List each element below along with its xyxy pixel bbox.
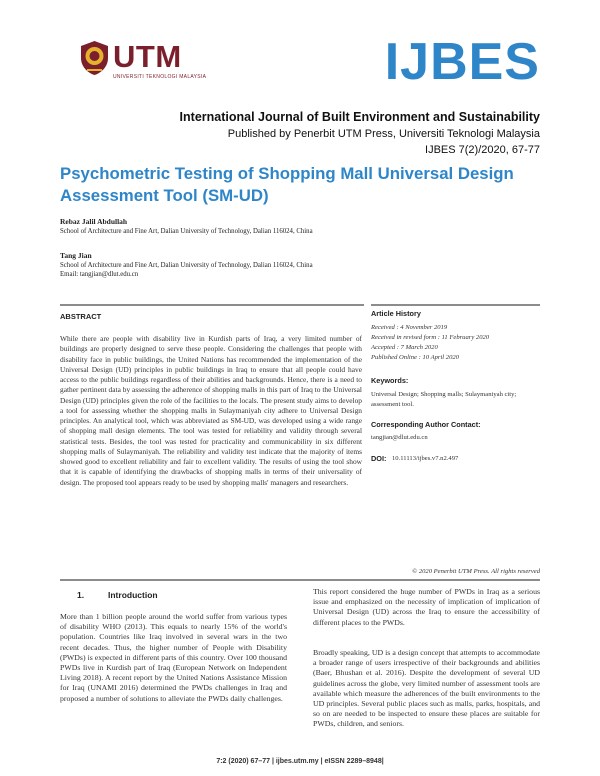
section-divider: [60, 579, 540, 581]
issue-line: IJBES 7(2)/2020, 67-77: [425, 144, 540, 156]
corresponding-email[interactable]: tangjian@dlut.edu.cn: [371, 434, 428, 441]
intro-left-paragraph: More than 1 billion people around the world suffer from various types of disability WHO (2013). This equals to nearly 15% of the world's population. Countries like Iraq involved in several wars in the two recent decades. Thus, the higher number of People with Disability (PWDs) is expected in different parts of this country. Over 100 thousand PWDs live in Kurdish part of Iraq (European Network on Independent Living 2018). A recent report by the United Nations Assistance Mission for Iraq (UNAMI 2016) determined the PWDs challenges in Iraq and proposed a number of solutions to alleviate the PWDs daily challenges.: [60, 612, 287, 703]
intro-right-paragraph: Broadly speaking, UD is a design concept that attempts to accommodate a broader range of users irrespective of their backgrounds and abilities (Baer, Bhushan et al. 2016). Despite the development of several UD guidelines across the globe, very limited number of assessment tools are available which measure the adherences of the built environments to the UD principles. Several public places such as malls, parks, hospitals, and so on are needed to be inspected to ensure these places are suitable for PWDs, children, and seniors.: [313, 648, 540, 729]
corresponding-heading: Corresponding Author Contact:: [371, 420, 481, 429]
abstract-text: While there are people with disability live in Kurdish parts of Iraq, a very limited number of buildings are properly designed to serve these people. Considering the challenges that people with disability face in public buildings, the United Nations has recommended the implementation of the Universal Design (UD) principles in public buildings in Iraq to ensure that all people could have access to the public buildings regardless of their abilities and backgrounds. Hence, there is a need to gather pertinent data by assessing the adherence of shopping malls in this part of Iraq to the Universal Design (UD) principles given the role of the facilities to the locals. The present study aims to develop a tool for assessing whether the shopping malls in Sulaymaniyah city adhere to Universal Design principles. An analytical tool, which was abbreviated as SM-UD, was developed using a wide range of shopping mall design elements. The tool was tested for reliability and validity through several statistical tests. Besides, the tool was tested for practicality and communicability in six different shopping malls of Sulaymaniyah. The reliability and validity test indicate that the majority of items showed good to excellent reliability and fair to excellent validity. The results of using the tool show that it is capable of identifying the drawbacks of shopping malls in terms of their universality of design. The proposed tool appears ready to be used by shopping malls' managers and researchers.: [60, 334, 362, 487]
author-name: Rebaz Jalil Abdullah: [60, 217, 128, 226]
intro-right-paragraph: This report considered the huge number of PWDs in Iraq as a serious issue and emphasized on the necessity of implication of implication of Universal Design (UD) across the Iraq to ensure the accessibility of different places to the PWDs.: [313, 587, 540, 627]
copyright-notice: © 2020 Penerbit UTM Press. All rights reserved: [412, 568, 540, 575]
publisher-line: Published by Penerbit UTM Press, Universiti Teknologi Malaysia: [227, 128, 540, 140]
article-history-heading: Article History: [371, 309, 421, 318]
abstract-divider: [60, 304, 364, 306]
history-received: Received : 4 November 2019: [371, 324, 448, 331]
keywords-heading: Keywords:: [371, 376, 409, 385]
keywords-text: Universal Design; Shopping malls; Sulaymaniyah city; assessment tool.: [371, 391, 517, 408]
utm-logo: [79, 39, 207, 82]
doi-label: DOI:: [371, 454, 387, 463]
section-number: 1.: [77, 590, 85, 600]
journal-logo: IJBES: [384, 33, 540, 91]
author-affiliation: School of Architecture and Fine Art, Dalian University of Technology, Dalian 116024, China: [60, 262, 313, 269]
paper-title: Psychometric Testing of Shopping Mall Universal Design Assessment Tool (SM-UD): [60, 164, 514, 205]
history-accepted: Accepted : 7 March 2020: [371, 344, 438, 351]
section-title: Introduction: [108, 590, 158, 600]
author-name: Tang Jian: [60, 251, 92, 260]
doi-value[interactable]: 10.11113/ijbes.v7.n2.497: [392, 455, 459, 462]
abstract-heading: ABSTRACT: [60, 312, 102, 321]
author-affiliation: School of Architecture and Fine Art, Dalian University of Technology, Dalian 116024, China: [60, 228, 313, 235]
journal-title: International Journal of Built Environment and Sustainability: [179, 110, 540, 124]
page-footer: 7:2 (2020) 67–77 | ijbes.utm.my | eISSN 2289–8948|: [216, 758, 384, 765]
utm-crest-icon: [79, 40, 110, 76]
author-email: Email: tangjian@dlut.edu.cn: [60, 271, 139, 278]
sidebar-divider: [371, 304, 540, 306]
history-revised: Received in revised form : 11 February 2020: [371, 334, 490, 341]
utm-logo-text: UTM: [113, 39, 182, 74]
utm-logo-subtitle: UNIVERSITI TEKNOLOGI MALAYSIA: [113, 74, 207, 80]
history-published: Published Online : 10 April 2020: [371, 354, 459, 361]
